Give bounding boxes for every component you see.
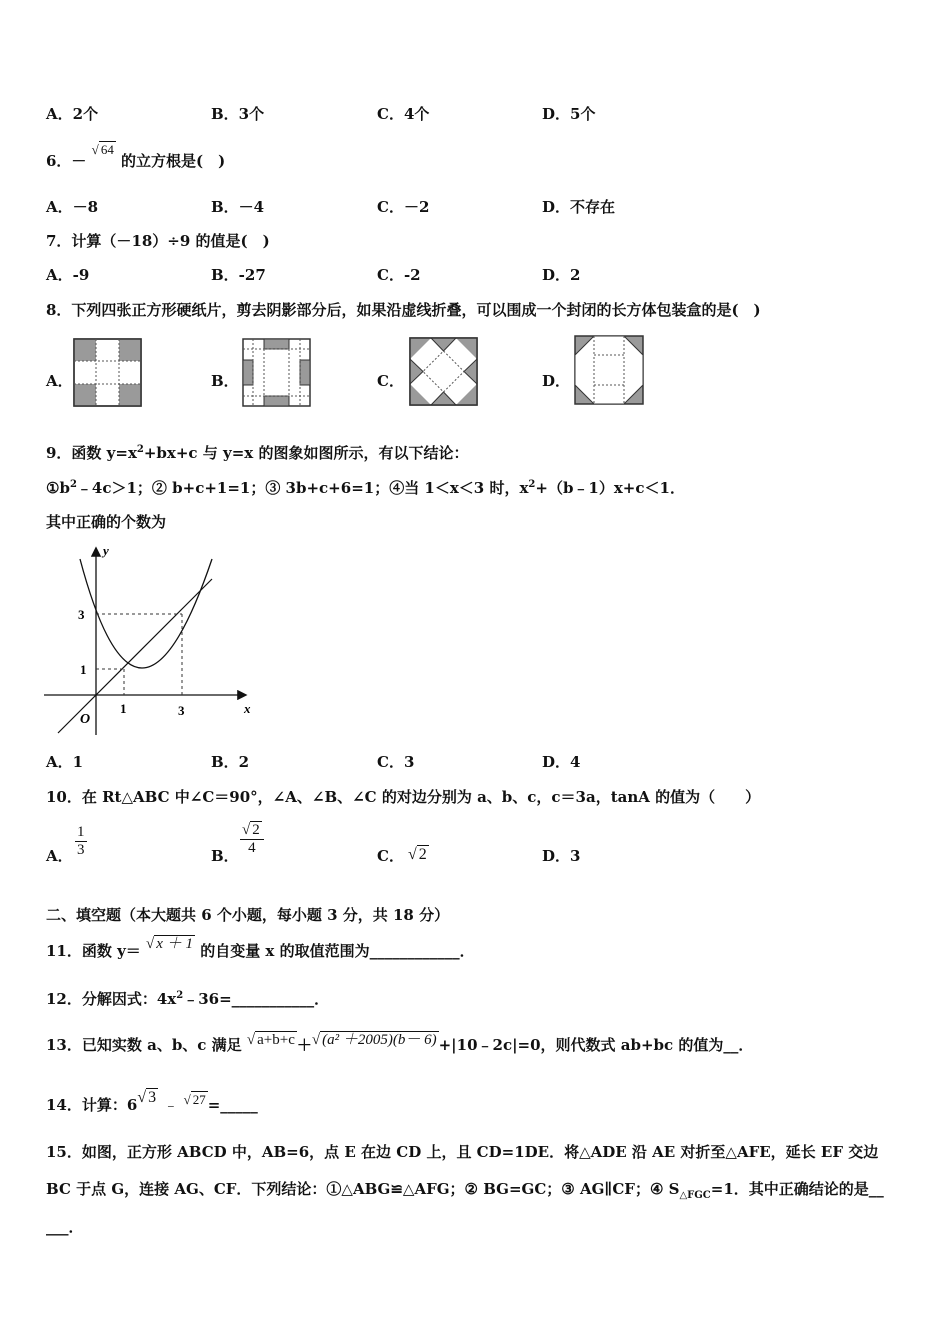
- q13-radical-2: √ (a² ＋2005)(b－ 6): [311, 1032, 437, 1048]
- q13-radical-1: √ a+b+c: [246, 1032, 295, 1048]
- q9-option-c: C．3: [377, 753, 415, 771]
- q15-l2b: =1．其中正确结论的是__: [710, 1180, 884, 1198]
- q11-question: [46, 936, 475, 961]
- q10-b-numerator: √ 2: [240, 822, 264, 840]
- q15-line-3: ___．: [46, 1218, 84, 1236]
- q8-figure-d: [574, 335, 646, 407]
- q15-line-1: 15．如图，正方形 ABCD 中，AB=6，点 E 在边 CD 上，且 CD=1DE．将△ADE 沿 AE 对折至△AFE，延长 EF 交边: [46, 1143, 879, 1161]
- q7-option-d: D．2: [542, 266, 581, 284]
- q12-question: [46, 988, 329, 1009]
- q10-option-d: D．3: [542, 847, 581, 865]
- q14-radicand-1: 3: [148, 1089, 157, 1106]
- q9-l2c: ﹣4c＞1；② b+c+1=1；③ 3b+c+6=1；④当 1＜x＜3 时，x: [76, 479, 529, 497]
- q8-figure-b: [242, 338, 312, 408]
- q9-conclusions: [46, 477, 685, 498]
- q14-minus: ﹣: [163, 1096, 179, 1114]
- q10-option-b-fraction: [240, 822, 264, 857]
- q6-radical: √ 64: [91, 142, 114, 157]
- q5-option-b: B．3个: [211, 105, 265, 123]
- q15-l2a: BC 于点 G，连接 AG、CF．下列结论：①△ABG≌△AFG；② BG=GC；③ AG∥CF；④ S: [46, 1180, 680, 1198]
- y-tick-1: 1: [80, 662, 87, 677]
- q8-option-b: B．: [211, 372, 239, 390]
- q13-question: [46, 1034, 753, 1055]
- q14-radicand-2: 27: [192, 1092, 206, 1107]
- q10-a-denominator: 3: [77, 842, 85, 858]
- q11-text-a: 11．函数 y＝: [46, 942, 141, 960]
- q11-radical: √ x ＋ 1: [146, 936, 193, 952]
- q9-text-c: +bx+c 与 y=x 的图象如图所示，有以下结论：: [143, 444, 469, 462]
- q11-text-b: 的自变量 x 的取值范围为____________．: [200, 942, 475, 960]
- q5-option-c: C．4个: [377, 105, 430, 123]
- origin-label: O: [80, 712, 91, 727]
- q8-figure-c: [409, 337, 479, 407]
- q6-radicand: 64: [100, 142, 114, 157]
- q9-l2e: +（b﹣1）x+c＜1．: [535, 479, 685, 497]
- q13-radicand-1: a+b+c: [257, 1032, 295, 1048]
- q5-option-a: A．2个: [46, 105, 99, 123]
- q9-prompt: 其中正确的个数为: [46, 513, 167, 531]
- q10-option-b-label: B．: [211, 847, 239, 865]
- q14-text-a: 14．计算：6: [46, 1096, 138, 1114]
- q10-option-c-label: C．: [377, 847, 404, 865]
- q10-a-numerator: 1: [77, 824, 85, 840]
- q12-text-a: 12．分解因式：4x: [46, 990, 177, 1008]
- q6-option-b: B．－4: [211, 198, 265, 216]
- x-tick-3: 3: [178, 703, 185, 718]
- q9-option-d: D．4: [542, 753, 581, 771]
- y-tick-3: 3: [78, 607, 85, 622]
- q6-option-c: C．－2: [377, 198, 430, 216]
- q7-question: 7．计算（－18）÷9 的值是( ): [46, 232, 270, 250]
- q9-graph: [40, 537, 265, 737]
- q14-radical-1: √ 3: [137, 1089, 157, 1106]
- q15-sub: △FGC: [679, 1190, 711, 1201]
- q7-option-b: B．-27: [211, 266, 266, 284]
- q9-l2a: ①b: [46, 479, 70, 497]
- q9-question: [46, 442, 468, 463]
- q7-option-a: A．-9: [46, 266, 90, 284]
- q14-text-b: =_____: [207, 1096, 258, 1114]
- section2-title: 二、填空题（本大题共 6 个小题，每小题 3 分，共 18 分）: [46, 906, 450, 924]
- q9-option-b: B．2: [211, 753, 250, 771]
- q14-radical-2: √ 27: [183, 1092, 206, 1107]
- q13-radicand-2: (a² ＋2005)(b－ 6): [322, 1032, 437, 1048]
- q10-option-a-fraction: [75, 824, 87, 859]
- q6-question: [46, 142, 226, 171]
- q6-option-d: D．不存在: [542, 198, 616, 216]
- q11-radicand: x ＋ 1: [156, 936, 193, 952]
- y-axis-label: y: [103, 543, 109, 558]
- q13-text-b: +|10﹣2c|=0，则代数式 ab+bc 的值为__．: [438, 1036, 754, 1054]
- q9-text-a: 9．函数 y=x: [46, 444, 137, 462]
- q10-c-radicand: 2: [418, 846, 427, 863]
- q8-question: 8．下列四张正方形硬纸片，剪去阴影部分后，如果沿虚线折叠，可以围成一个封闭的长方体包装盒的是( ): [46, 301, 761, 319]
- q15-line-2: [46, 1178, 884, 1201]
- q8-option-c: C．: [377, 372, 404, 390]
- q14-question: [46, 1089, 258, 1115]
- q8-figure-a: [73, 338, 143, 408]
- q9-l2b: 2: [69, 479, 77, 490]
- q10-option-c-sqrt: √ 2: [408, 846, 427, 863]
- q13-plus: ＋: [296, 1036, 312, 1054]
- x-tick-1: 1: [120, 701, 127, 716]
- q10-b-radicand: 2: [252, 822, 260, 838]
- q13-text-a: 13．已知实数 a、b、c 满足: [46, 1036, 242, 1054]
- q8-option-d: D．: [542, 372, 571, 390]
- q6-option-a: A．－8: [46, 198, 99, 216]
- q6-number: 6．－: [46, 152, 87, 170]
- q9-option-a: A．1: [46, 753, 84, 771]
- q10-b-denominator: 4: [248, 840, 256, 856]
- q10-option-a-label: A．: [46, 847, 73, 865]
- x-axis-label: x: [244, 701, 251, 716]
- q10-question: 10．在 Rt△ABC 中∠C＝90°，∠A、∠B、∠C 的对边分别为 a、b、c，c＝3a，tanA 的值为（ ）: [46, 788, 761, 806]
- q7-option-c: C．-2: [377, 266, 421, 284]
- q12-text-b: ﹣36=___________．: [183, 990, 330, 1008]
- line-y-equals-x: [58, 579, 212, 733]
- q12-sup: 2: [176, 990, 184, 1001]
- q6-text: 的立方根是( ): [121, 152, 226, 170]
- q5-option-d: D．5个: [542, 105, 596, 123]
- q8-option-a: A．: [46, 372, 73, 390]
- q9-l2d: 2: [528, 479, 536, 490]
- q9-sup: 2: [136, 444, 144, 455]
